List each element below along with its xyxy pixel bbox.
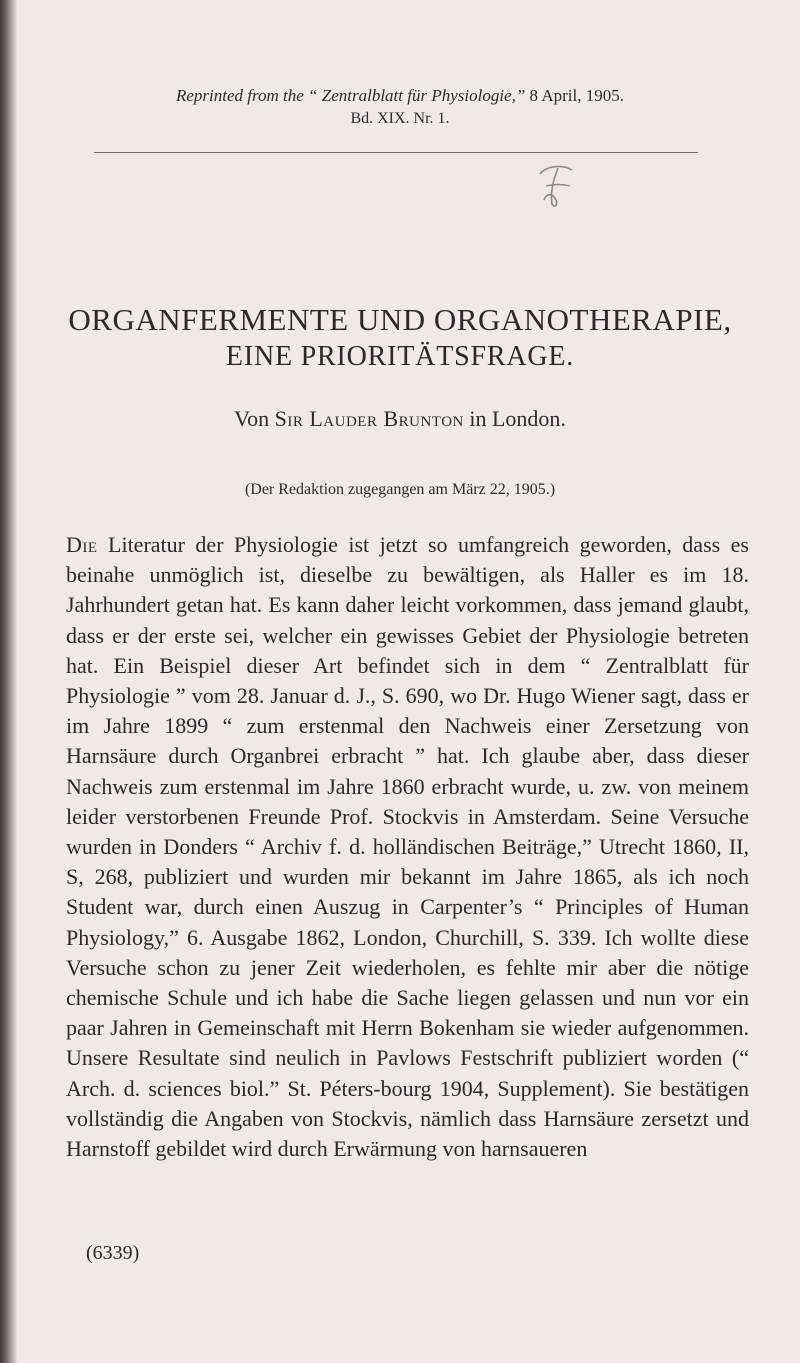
author-line xyxy=(40,405,760,433)
document-page xyxy=(40,0,760,1363)
binding-edge xyxy=(0,0,18,1363)
journal-name: “ Zentralblatt für Physiologie,” xyxy=(308,86,526,105)
author-name: Sir Lauder Brunton xyxy=(274,406,464,431)
body-lead-word: Die xyxy=(66,532,98,557)
article-subtitle: EINE PRIORITÄTSFRAGE. xyxy=(225,341,575,372)
volume-line: Bd. XIX. Nr. 1. xyxy=(350,110,450,127)
author-prefix: Von xyxy=(234,406,275,431)
body-text: Literatur der Physiologie ist jetzt so umfangreich geworden, dass es beinahe unmöglich ist, dieselbe zu bewältigen, als Haller es im 18. Jahrhundert getan hat. Es kann daher leicht vorkommen, dass jemand glaubt, dass er der erste sei, welcher ein gewisses Gebiet der Physiologie betreten hat. Ein Beispiel dieser Art befindet sich in dem “ Zentralblatt für Physiologie ” vom 28. Januar d. J., S. 690, wo Dr. Hugo Wiener sagt, dass er im Jahre 1899 “ zum erstenmal den Nachweis einer Zersetzung von Harnsäure durch Organbrei erbracht ” hat. Ich glaube aber, dass dieser Nachweis zum erstenmal im Jahre 1860 erbracht wurde, u. zw. von meinem leider verstorbenen Freunde Prof. Stockvis in Amsterdam. Seine Versuche wurden in Donders “ Archiv f. d. holländischen Beiträge,” Utrecht 1860, II, S, 268, publiziert und wurden mir bekannt im Jahre 1865, als ich noch Student war, durch einen Auszug in Carpenter’s “ Principles of Human Physiology,” 6. Ausgabe 1862, London, Churchill, S. 339. Ich wollte diese Versuche schon zu jener Zeit wiederholen, es fehlte mir aber die nötige chemische Schule und ich habe die Sache liegen gelassen und nun vor ein paar Jahren in Gemeinschaft mit Herrn Bokenham sie wieder aufgenommen. Unsere Resultate sind neulich in Pavlows Festschrift publiziert worden (“ Arch. d. sciences biol.” St. Péters-bourg 1904, Supplement). Sie bestätigen vollständig die Angaben von Stockvis, nämlich dass Harnsäure zersetzt und Harnstoff gebildet wird durch Erwärmung von harnsaueren xyxy=(66,532,749,1162)
reprint-header xyxy=(40,86,760,106)
handwritten-f-mark-icon xyxy=(532,162,580,210)
received-note: (Der Redaktion zugegangen am März 22, 1905.) xyxy=(244,481,556,498)
body-paragraph xyxy=(66,530,749,1164)
page-number: (6339) xyxy=(86,1242,140,1264)
article-title: ORGANFERMENTE UND ORGANOTHERAPIE, xyxy=(68,302,732,337)
reprint-date: 8 April, 1905. xyxy=(529,86,624,105)
header-rule xyxy=(94,152,698,153)
reprint-prefix: Reprinted from the xyxy=(176,86,304,105)
author-suffix: in London. xyxy=(463,406,566,431)
